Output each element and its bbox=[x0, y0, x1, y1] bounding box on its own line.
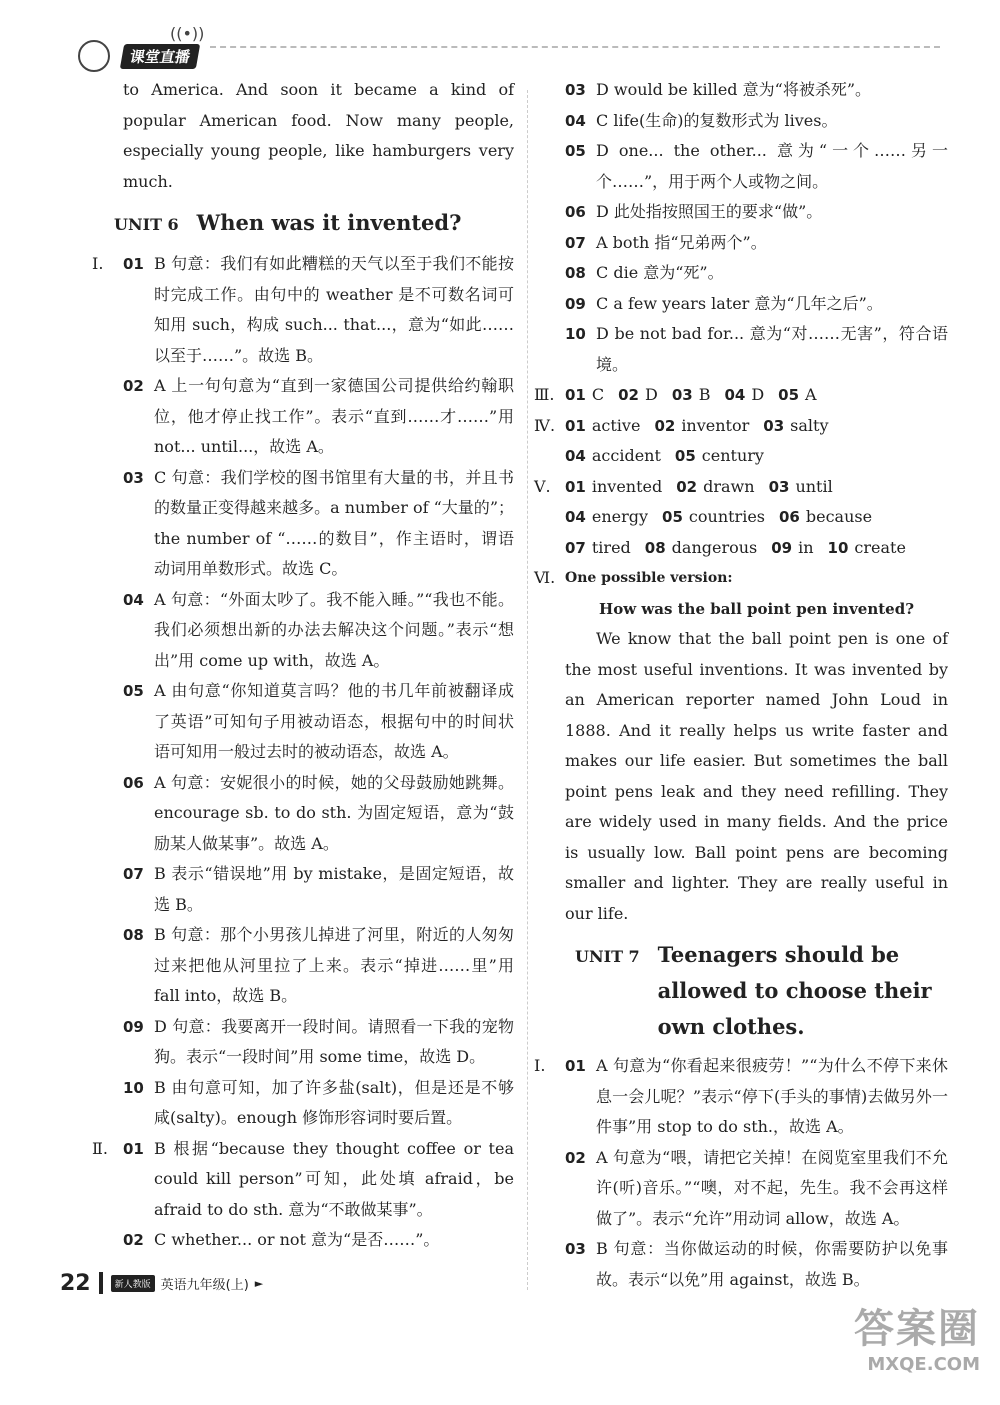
answer-cell bbox=[771, 533, 813, 564]
item-number: 03 bbox=[565, 81, 586, 99]
answer-item bbox=[123, 371, 514, 463]
footer-bar bbox=[99, 1272, 103, 1294]
unit7-label: UNIT 7 bbox=[575, 947, 640, 966]
answer-cell bbox=[672, 380, 711, 411]
arrow-icon: ► bbox=[254, 1276, 264, 1290]
item-number: 09 bbox=[565, 294, 586, 313]
cell-answer: active bbox=[591, 415, 641, 435]
item-explanation: D would be killed 意为“将被杀死”。 bbox=[596, 80, 871, 99]
item-explanation: A 上一句句意为“直到一家德国公司提供给约翰职位，他才停止找工作”。表示“直到……才……”用 not... until...，故选 A。 bbox=[154, 376, 514, 456]
answer-cell bbox=[769, 472, 833, 503]
item-number: 06 bbox=[123, 773, 144, 792]
section-label: Ⅰ. bbox=[92, 254, 104, 273]
page-header bbox=[60, 18, 940, 74]
answer-cell bbox=[763, 411, 828, 442]
item-explanation: A 句意：“外面太吵了。我不能入睡。”“我也不能。我们必须想出新的办法去解决这个问题。”表示“想出”用 come up with，故选 A。 bbox=[154, 589, 514, 670]
item-number: 02 bbox=[565, 1148, 586, 1167]
cell-answer: in bbox=[798, 537, 814, 557]
answer-item bbox=[92, 249, 514, 371]
item-number: 01 bbox=[565, 1057, 586, 1075]
cell-number: 04 bbox=[565, 508, 586, 526]
item-explanation: D be not bad for... 意为“对……无害”，符合语境。 bbox=[596, 324, 948, 374]
item-number: 05 bbox=[123, 682, 144, 700]
answer-item bbox=[123, 585, 514, 677]
logo bbox=[60, 18, 230, 68]
cell-answer: create bbox=[854, 537, 906, 557]
item-explanation: B 句意：我们有如此糟糕的天气以至于我们不能按时完成工作。由句中的 weather 是不可数名词可知用 such，构成 such... that...，意为“如此……以至于……”。故选 B。 bbox=[154, 254, 514, 365]
item-explanation: D 句意：我要离开一段时间。请照看一下我的宠物狗。表示“一段时间”用 some time，故选 D。 bbox=[154, 1016, 514, 1066]
version-heading: One possible version: bbox=[565, 570, 733, 586]
watermark-url: MXQE.COM bbox=[867, 1354, 980, 1375]
item-explanation: B 由句意可知，加了许多盐(salt)，但是还是不够咸(salty)。enough 修饰形容词时要后置。 bbox=[154, 1077, 514, 1127]
item-explanation: C a few years later 意为“几年之后”。 bbox=[596, 293, 883, 313]
cell-number: 09 bbox=[771, 538, 793, 557]
answer-item bbox=[123, 676, 514, 768]
item-number: 06 bbox=[565, 203, 586, 221]
item-explanation: C die 意为“死”。 bbox=[596, 263, 724, 282]
answer-cell bbox=[645, 533, 757, 564]
answer-item bbox=[565, 289, 948, 320]
item-number: 10 bbox=[565, 325, 586, 343]
answer-cells bbox=[565, 472, 833, 503]
item-number: 07 bbox=[123, 865, 144, 883]
column-divider bbox=[527, 90, 528, 1290]
left-column bbox=[92, 75, 514, 1256]
answer-cells bbox=[565, 533, 906, 564]
answer-cell bbox=[565, 502, 648, 533]
unit6-heading bbox=[114, 205, 514, 243]
cell-answer: A bbox=[805, 385, 817, 404]
answer-cells bbox=[565, 380, 817, 411]
item-explanation: C life(生命)的复数形式为 lives。 bbox=[596, 110, 838, 130]
section-label: Ⅳ. bbox=[534, 415, 556, 435]
answer-item bbox=[123, 920, 514, 1012]
item-number: 02 bbox=[123, 377, 144, 395]
page-number: 22 bbox=[60, 1270, 91, 1296]
answer-item bbox=[534, 1051, 948, 1143]
answer-cells bbox=[565, 441, 764, 472]
answer-row bbox=[534, 411, 948, 442]
answer-row bbox=[534, 380, 948, 411]
watermark-logo: 答案圈 bbox=[854, 1306, 980, 1352]
right-answers bbox=[534, 75, 948, 1295]
answer-cell bbox=[618, 380, 658, 411]
answer-row bbox=[565, 533, 948, 564]
cell-number: 02 bbox=[654, 416, 676, 435]
cell-number: 04 bbox=[565, 447, 586, 465]
item-number: 01 bbox=[123, 1139, 144, 1158]
cell-answer: inventor bbox=[681, 415, 750, 435]
answer-item bbox=[565, 319, 948, 380]
cell-answer: because bbox=[805, 507, 873, 526]
item-number: 04 bbox=[123, 590, 144, 609]
headphones-icon bbox=[78, 40, 110, 72]
cell-number: 06 bbox=[779, 508, 800, 526]
answer-item bbox=[92, 1134, 514, 1226]
item-explanation: A 句意为“喂，请把它关掉！在阅览室里我们不允许(听)音乐。”“噢，对不起，先生。我不会再这样做了”。表示“允许”用动词 allow，故选 A。 bbox=[596, 1147, 948, 1228]
item-explanation: B 根据“because they thought coffee or tea could kill person”可知，此处填 afraid，be afraid to do sth. 意为“不敢做某事”。 bbox=[154, 1138, 514, 1219]
item-number: 08 bbox=[123, 926, 144, 944]
item-explanation: D one... the other... 意为“一个……另一个……”，用于两个人或物之间。 bbox=[596, 141, 948, 191]
section-label: Ⅲ. bbox=[534, 385, 555, 404]
answer-cell bbox=[778, 380, 816, 411]
essay-title: How was the ball point pen invented? bbox=[599, 599, 914, 618]
item-number: 10 bbox=[123, 1078, 144, 1097]
item-number: 03 bbox=[565, 1240, 586, 1258]
edition-badge: 新人教版 bbox=[111, 1275, 155, 1292]
cell-answer: countries bbox=[688, 507, 765, 526]
cell-answer: century bbox=[701, 446, 764, 465]
cell-number: 05 bbox=[778, 386, 800, 404]
cell-number: 02 bbox=[676, 477, 698, 496]
cell-answer: dangerous bbox=[671, 537, 758, 557]
cell-number: 01 bbox=[565, 386, 586, 404]
cell-number: 04 bbox=[724, 386, 746, 404]
cell-number: 08 bbox=[644, 538, 666, 557]
section-label: Ⅱ. bbox=[92, 1138, 108, 1158]
answer-cell bbox=[662, 502, 765, 533]
item-number: 01 bbox=[123, 255, 144, 273]
cell-answer: energy bbox=[591, 507, 649, 526]
item-number: 09 bbox=[123, 1017, 144, 1036]
answer-item bbox=[123, 463, 514, 585]
cell-answer: until bbox=[795, 476, 833, 496]
header-divider bbox=[210, 46, 940, 48]
cell-answer: D bbox=[645, 385, 658, 404]
answer-cell bbox=[565, 472, 662, 503]
logo-badge: 课堂直播 bbox=[120, 44, 200, 69]
cell-number: 03 bbox=[671, 386, 693, 404]
cell-answer: invented bbox=[591, 476, 663, 496]
answer-cell bbox=[676, 472, 754, 503]
unit7-heading bbox=[575, 937, 948, 1045]
item-number: 05 bbox=[565, 142, 586, 160]
cell-answer: tired bbox=[591, 537, 631, 557]
answer-item bbox=[123, 859, 514, 920]
answer-cell bbox=[828, 533, 906, 564]
answer-item bbox=[565, 136, 948, 197]
cell-answer: drawn bbox=[703, 476, 755, 496]
right-column bbox=[534, 75, 948, 1295]
answer-item bbox=[123, 1225, 514, 1256]
item-explanation: A 句意为“你看起来很疲劳！”“为什么不停下来休息一会儿呢？”表示“停下(手头的事情)去做另外一件事”用 stop to do sth.，故选 A。 bbox=[596, 1056, 948, 1136]
cell-answer: accident bbox=[591, 446, 661, 465]
watermark bbox=[800, 1297, 980, 1387]
answer-item bbox=[565, 106, 948, 137]
cell-answer: C bbox=[591, 385, 605, 404]
cell-number: 05 bbox=[662, 508, 683, 526]
answer-item bbox=[565, 197, 948, 228]
item-explanation: A 由句意“你知道莫言吗？他的书几年前被翻译成了英语”可知句子用被动语态，根据句中的时间状语可知用一般过去时的被动语态，故选 A。 bbox=[154, 681, 514, 761]
answer-cell bbox=[565, 411, 640, 442]
answer-cell bbox=[565, 533, 631, 564]
cell-number: 03 bbox=[768, 477, 790, 496]
cell-number: 02 bbox=[618, 386, 639, 404]
answer-item bbox=[565, 1143, 948, 1235]
answer-row bbox=[565, 441, 948, 472]
answer-cell bbox=[565, 380, 604, 411]
signal-icon: ((•)) bbox=[170, 24, 205, 43]
item-number: 04 bbox=[565, 111, 586, 130]
answer-cells bbox=[565, 502, 872, 533]
item-number: 08 bbox=[565, 264, 586, 282]
answer-cell bbox=[779, 502, 872, 533]
item-explanation: A 句意：安妮很小的时候，她的父母鼓励她跳舞。encourage sb. to do sth. 为固定短语，意为“鼓励某人做某事”。故选 A。 bbox=[154, 772, 514, 853]
section-label: Ⅴ. bbox=[534, 476, 551, 496]
item-explanation: B 句意：当你做运动的时候，你需要防护以免事故。表示“以免”用 against，故选 B。 bbox=[596, 1239, 948, 1289]
cell-answer: D bbox=[751, 385, 765, 404]
item-explanation: C 句意：我们学校的图书馆里有大量的书，并且书的数量正变得越来越多。a number of “大量的”；the number of “……的数目”，作主语时，谓语动词用单数形式。故选 C。 bbox=[154, 467, 514, 578]
answer-item bbox=[123, 768, 514, 860]
answer-item bbox=[565, 75, 948, 106]
item-explanation: B 句意：那个小男孩儿掉进了河里，附近的人匆匆过来把他从河里拉了上来。表示“掉进……里”用 fall into，故选 B。 bbox=[154, 925, 514, 1005]
cell-number: 01 bbox=[565, 416, 586, 435]
item-explanation: D 此处指按照国王的要求“做”。 bbox=[596, 202, 823, 221]
essay-body: We know that the ball point pen is one of the most useful inventions. It was invented by an American reporter named John Loud in 1888. And it really helps us write faster and makes our life easier. But sometimes the ball point pens leak and they need refilling. They are widely used in many fields. And the price is usually low. Ball point pens are becoming smaller and lighter. They are really useful in our life. bbox=[565, 629, 948, 923]
section-label: Ⅵ. bbox=[534, 568, 556, 587]
answer-item bbox=[123, 1073, 514, 1134]
answer-item bbox=[565, 258, 948, 289]
answer-item bbox=[565, 228, 948, 259]
unit6-label: UNIT 6 bbox=[114, 215, 179, 234]
answer-cell bbox=[565, 441, 661, 472]
cell-number: 07 bbox=[565, 538, 586, 557]
answer-cell bbox=[675, 441, 764, 472]
answer-item bbox=[565, 1234, 948, 1295]
item-explanation: C whether... or not 意为“是否……”。 bbox=[154, 1230, 440, 1249]
unit6-answers bbox=[92, 249, 514, 1256]
cell-number: 05 bbox=[674, 447, 696, 465]
answer-cell bbox=[654, 411, 749, 442]
cell-number: 01 bbox=[565, 477, 586, 496]
writing-heading bbox=[534, 563, 948, 594]
answer-cells bbox=[565, 411, 828, 442]
book-title: 英语九年级(上) bbox=[160, 1277, 249, 1293]
section-label: Ⅰ. bbox=[534, 1056, 546, 1075]
intro-paragraph: to America. And soon it became a kind of popular American food. Now many people, especially young people, like hamburgers very much. bbox=[123, 80, 514, 191]
unit6-title: When was it invented? bbox=[196, 210, 462, 235]
item-number: 07 bbox=[565, 233, 586, 252]
answer-item bbox=[123, 1012, 514, 1073]
item-number: 02 bbox=[123, 1231, 144, 1249]
cell-answer: salty bbox=[790, 415, 829, 435]
item-number: 03 bbox=[123, 468, 144, 487]
unit7-title: Teenagers should be allowed to choose their own clothes. bbox=[657, 942, 932, 1039]
cell-answer: B bbox=[698, 385, 711, 404]
cell-number: 10 bbox=[827, 538, 849, 557]
cell-number: 03 bbox=[763, 416, 785, 435]
item-explanation: A both 指“兄弟两个”。 bbox=[596, 232, 767, 252]
page-footer bbox=[60, 1268, 263, 1298]
item-explanation: B 表示“错误地”用 by mistake，是固定短语，故选 B。 bbox=[154, 864, 514, 914]
answer-row bbox=[565, 502, 948, 533]
answer-cell bbox=[724, 380, 764, 411]
answer-row bbox=[534, 472, 948, 503]
